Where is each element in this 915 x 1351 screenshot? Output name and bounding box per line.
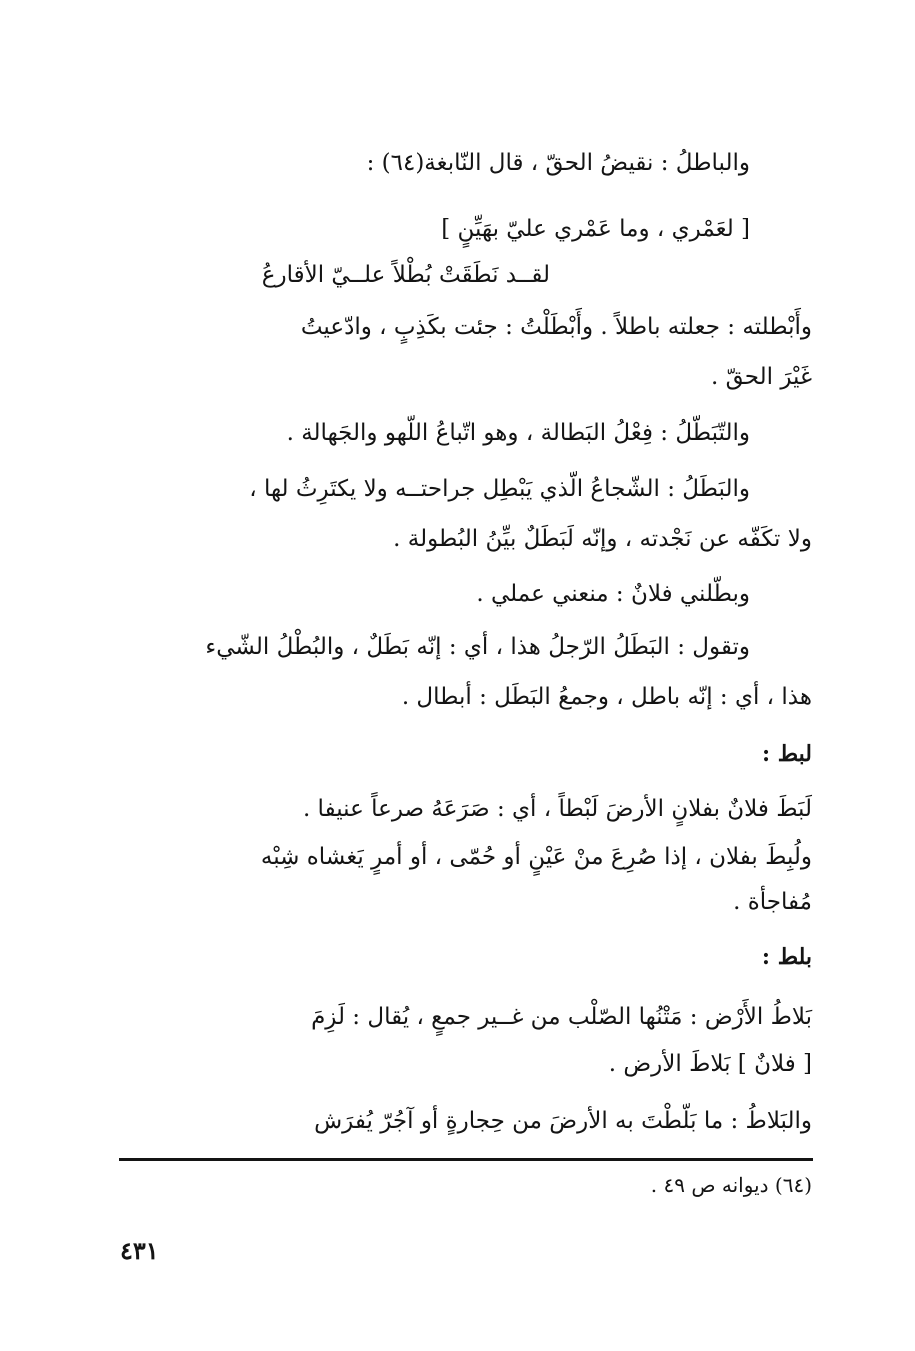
text-line: مُفاجأة . [733,889,812,915]
text-line: وتقول : البَطَلُ الرّجلُ هذا ، أي : إنّه بَطَلٌ ، والبُطْلُ الشّيء [205,634,750,660]
text-line: ولُبِطَ بفلان ، إذا صُرِعَ منْ عَيْنٍ أو حُمّى ، أو أمرٍ يَغشاه شِبْه [260,844,812,870]
verse-line: [ لعَمْري ، وما عَمْري عليّ بهَيِّنٍ ] [441,216,750,242]
text-line: والبَطَلُ : الشّجاعُ الّذي يَبْطِل جراحتــه ولا يكتَرِثُ لها ، [249,476,750,502]
text-line: غَيْرَ الحقّ . [710,364,812,390]
verse-line: لقــد نَطَقَتْ بُطْلاً علــيّ الأقارعُ [261,262,550,288]
text-line: بَلاطُ الأَرْض : مَتْنُها الصّلْب من غــير جمعٍ ، يُقال : لَزِمَ [311,1004,812,1030]
text-line: هذا ، أي : إنّه باطل ، وجمعُ البَطَل : أبطال . [401,684,812,710]
footnote-divider [119,1158,813,1161]
entry-heading: بلط : [761,944,812,970]
text-line: وأَبْطلته : جعلته باطلاً . وأَبْطَلْتُ : جئت بكَذِبٍ ، وادّعيتُ [300,314,812,340]
text-line: [ فلانٌ ] بَلاطَ الأرض . [608,1051,812,1077]
text-line: والتّبَطّلُ : فِعْلُ البَطالة ، وهو اتّباعُ اللّهو والجَهالة . [286,420,750,446]
text-line: ولا تكَفّه عن نَجْدته ، وإنّه لَبَطَلٌ بيِّنُ البُطولة . [393,526,812,552]
text-line: والباطلُ : نقيضُ الحقّ ، قال النّابغة(٦٤) : [366,150,750,176]
text-line: لَبَطَ فلانٌ بفلانٍ الأرضَ لَبْطاً ، أي : صَرَعَهُ صرعاً عنيفا . [302,796,812,822]
footnote: (٦٤) ديوانه ص ٤٩ . [650,1173,812,1197]
text-line: وبطّلني فلانٌ : منعني عملي . [476,581,750,607]
entry-heading: لبط : [761,741,812,767]
page-number: ٤٣١ [120,1236,159,1265]
text-line: والبَلاطُ : ما بَلّطْتَ به الأرضَ من حِجارةٍ أو آجُرّ يُفرَش [314,1108,812,1134]
